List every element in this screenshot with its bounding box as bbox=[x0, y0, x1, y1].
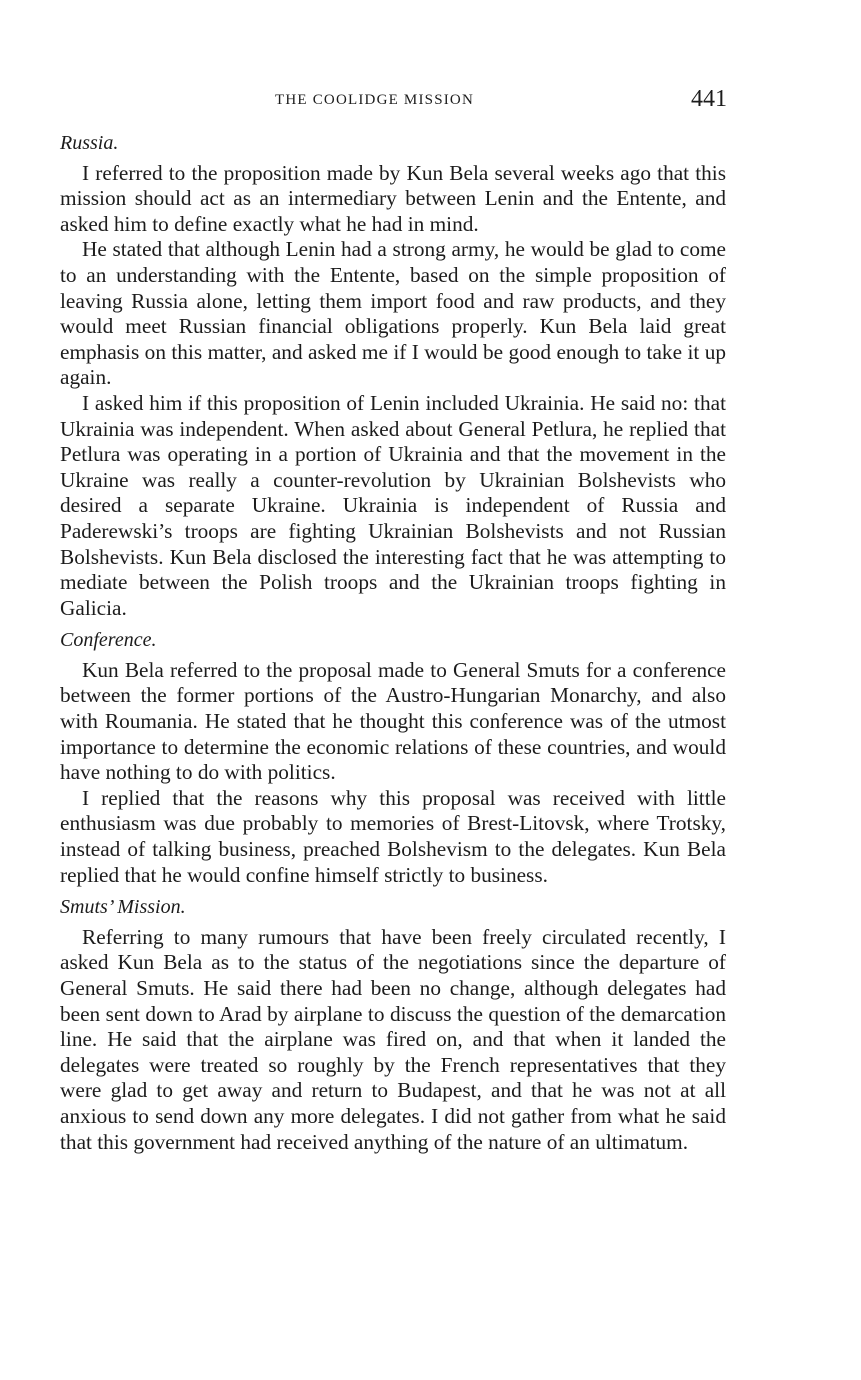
paragraph: I asked him if this proposition of Lenin included Ukrainia. He said no: that Ukrainia was independent. When asked about General Petlura, he replied that Petlura was operating in a portion of Ukrainia and that the movement in the Ukraine was really a counter-revolution by Ukrainian Bolshevists who desired a separate Ukraine. Ukrainia is independent of Russia and Paderewski’s troops are fighting Ukrainian Bolshevists and not Russian Bolshevists. Kun Bela disclosed the interesting fact that he was attempting to mediate between the Polish troops and the Ukrainian troops fighting in Galicia. bbox=[60, 390, 726, 620]
running-header bbox=[0, 86, 861, 116]
paragraph: Kun Bela referred to the proposal made to General Smuts for a conference between the former portions of the Austro-Hungarian Monarchy, and also with Roumania. He stated that he thought this conference was of the utmost importance to determine the economic relations of these countries, and would have nothing to do with politics. bbox=[60, 657, 726, 785]
section-conference bbox=[60, 628, 726, 888]
section-heading: Russia. bbox=[60, 132, 119, 154]
page-body bbox=[60, 131, 726, 1162]
paragraph: I replied that the reasons why this proposal was received with little enthusiasm was due probably to memories of Brest-Litovsk, where Trotsky, instead of talking business, preached Bolshevism to the delegates. Kun Bela replied that he would confine himself strictly to business. bbox=[60, 785, 726, 887]
section-smuts-mission bbox=[60, 895, 726, 1155]
running-title: THE COOLIDGE MISSION bbox=[275, 92, 474, 108]
section-russia bbox=[60, 131, 726, 621]
paragraph: Referring to many rumours that have been freely circulated recently, I asked Kun Bela as to the status of the negotiations since the departure of General Smuts. He said there had been no change, although delegates had been sent down to Arad by airplane to discuss the question of the demarcation line. He said that the airplane was fired on, and that when it landed the delegates were treated so roughly by the French representatives that they were glad to get away and return to Budapest, and that he was not at all anxious to send down any more delegates. I did not gather from what he said that this government had received anything of the nature of an ultimatum. bbox=[60, 924, 726, 1154]
paragraph: He stated that although Lenin had a strong army, he would be glad to come to an understanding with the Entente, based on the simple proposition of leaving Russia alone, letting them import food and raw products, and they would meet Russian financial obligations properly. Kun Bela laid great emphasis on this matter, and asked me if I would be good enough to take it up again. bbox=[60, 237, 726, 390]
page-number: 441 bbox=[691, 86, 727, 112]
paragraph: I referred to the proposition made by Kun Bela several weeks ago that this mission should act as an intermediary between Lenin and the Entente, and asked him to define exactly what he had in mind. bbox=[60, 160, 726, 236]
section-heading: Conference. bbox=[60, 629, 157, 652]
section-heading: Smuts’ Mission. bbox=[60, 896, 186, 919]
